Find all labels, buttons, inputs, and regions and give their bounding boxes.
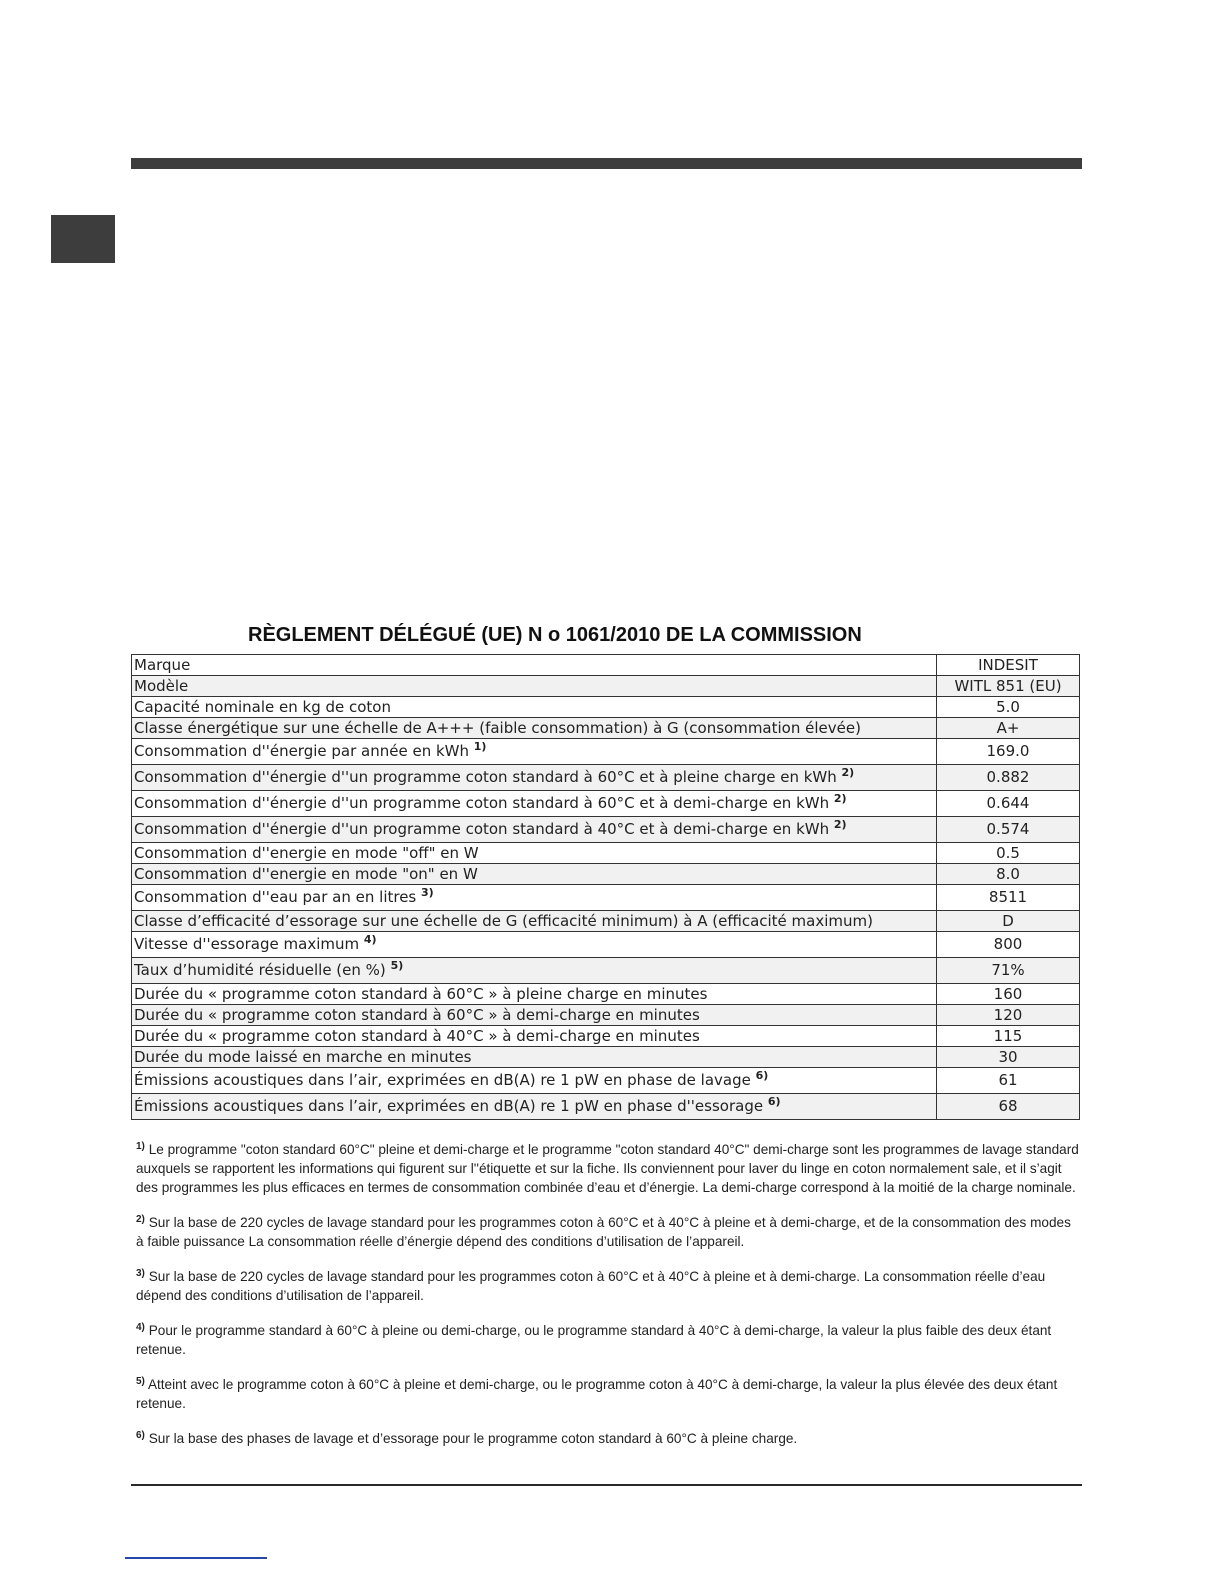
row-value: 8.0 [937,864,1080,885]
language-tab-marker [51,215,115,263]
row-label [132,1026,937,1047]
row-value: 800 [937,932,1080,958]
row-label-text: Consommation d''eau par an en litres [134,888,417,906]
row-label [132,958,937,984]
row-label-text: Consommation d''énergie d''un programme coton standard à 40°C et à demi-charge en kWh [134,820,830,838]
row-label-text: Durée du mode laissé en marche en minutes [134,1047,472,1066]
row-value: 30 [937,1047,1080,1068]
row-label [132,817,937,843]
row-label [132,864,937,885]
row-label [132,843,937,864]
footer-rule [131,1484,1082,1486]
footnote-ref: 6) [755,1069,769,1082]
row-label [132,1005,937,1026]
footnote-ref: 4) [363,933,377,946]
table-row [132,911,1080,932]
footnote-ref: 1) [473,740,487,753]
footnote-text: Sur la base de 220 cycles de lavage standard pour les programmes coton à 60°C et à 40°C à pleine et à demi-charge. La consommation réelle d’eau dépend des conditions d’utilisation de l’appareil. [136,1269,1046,1303]
footnote [136,1375,1081,1413]
table-row [132,1094,1080,1120]
footnote [136,1267,1081,1305]
row-value: 5.0 [937,697,1080,718]
table-row [132,1005,1080,1026]
footnote [136,1140,1081,1197]
footnote-ref: 5) [390,959,404,972]
footnote-ref: 2) [833,818,847,831]
row-label-text: Consommation d''énergie d''un programme coton standard à 60°C et à demi-charge en kWh [134,794,830,812]
row-label-text: Consommation d''energie en mode "on" en W [134,864,478,883]
table-row [132,885,1080,911]
footnotes [136,1140,1081,1464]
table-row [132,984,1080,1005]
row-label-text: Durée du « programme coton standard à 40°C » à demi-charge en minutes [134,1026,700,1045]
table-row [132,655,1080,676]
footnote [136,1321,1081,1359]
row-value: 0.644 [937,791,1080,817]
row-value: 120 [937,1005,1080,1026]
row-label-text: Marque [134,655,191,674]
row-value: 0.574 [937,817,1080,843]
row-label-text: Consommation d''énergie d''un programme coton standard à 60°C et à pleine charge en kWh [134,768,837,786]
row-label-text: Classe énergétique sur une échelle de A+++ (faible consommation) à G (consommation élevée) [134,718,861,737]
row-label [132,1047,937,1068]
table-row [132,932,1080,958]
row-label-text: Consommation d''énergie par année en kWh [134,742,469,760]
row-label [132,791,937,817]
table-row [132,1026,1080,1047]
footnote-text: Sur la base des phases de lavage et d’essorage pour le programme coton standard à 60°C à pleine charge. [148,1431,798,1446]
footnote-mark: 4) [136,1322,145,1333]
row-value: 71% [937,958,1080,984]
table-row [132,958,1080,984]
row-value: 61 [937,1068,1080,1094]
row-label-text: Classe d’efficacité d’essorage sur une échelle de G (efficacité minimum) à A (efficacité maximum) [134,911,873,930]
table-row [132,843,1080,864]
row-value: 169.0 [937,739,1080,765]
footnote-mark: 6) [136,1430,145,1441]
table-row [132,676,1080,697]
row-value: 0.882 [937,765,1080,791]
row-label [132,655,937,676]
table-row [132,739,1080,765]
row-label [132,765,937,791]
footnote-ref: 2) [833,792,847,805]
footnote-ref: 2) [841,766,855,779]
footnote-text: Le programme "coton standard 60°C" pleine et demi-charge et le programme "coton standard 40°C" demi-charge sont les programmes de lavage standard auxquels se rapportent les informations qui figurent sur l''étiquette et sur la fiche. Ils conviennent pour laver du linge en coton normalement sale, et il s’agit des programmes les plus efficaces en termes de consommation combinée d’eau et d’énergie. La demi-charge correspond à la moitié de la charge nominale. [136,1142,1079,1195]
table-row [132,765,1080,791]
row-label [132,676,937,697]
footnote-text: Atteint avec le programme coton à 60°C à pleine et demi-charge, ou le programme coton à 40°C à demi-charge, la valeur la plus élevée des deux étant retenue. [136,1377,1058,1411]
row-label [132,984,937,1005]
footnote-ref: 6) [767,1095,781,1108]
footnote-ref: 3) [421,886,434,899]
footnote-mark: 2) [136,1214,145,1225]
table-row [132,697,1080,718]
row-label [132,718,937,739]
row-label [132,697,937,718]
footnote-text: Sur la base de 220 cycles de lavage standard pour les programmes coton à 60°C et à 40°C à pleine et à demi-charge, et de la consommation des modes à faible puissance La consommation réelle d’énergie dépend des conditions d’utilisation de l’appareil. [136,1215,1071,1249]
row-value: 160 [937,984,1080,1005]
table-row [132,817,1080,843]
row-label [132,739,937,765]
row-label [132,885,937,911]
row-value: 0.5 [937,843,1080,864]
row-label-text: Capacité nominale en kg de coton [134,697,391,716]
row-label-text: Consommation d''energie en mode "off" en W [134,843,479,862]
regulation-title: RÈGLEMENT DÉLÉGUÉ (UE) N o 1061/2010 DE LA COMMISSION [248,624,862,646]
table-row [132,791,1080,817]
table-row [132,718,1080,739]
footnote-mark: 3) [136,1268,145,1279]
table-row [132,864,1080,885]
row-label-text: Émissions acoustiques dans l’air, exprimées en dB(A) re 1 pW en phase d''essorage [134,1097,764,1115]
row-label [132,932,937,958]
table-row [132,1068,1080,1094]
footnote [136,1213,1081,1251]
row-value: 68 [937,1094,1080,1120]
footnote-mark: 5) [136,1376,145,1387]
row-label-text: Durée du « programme coton standard à 60°C » à demi-charge en minutes [134,1005,700,1024]
row-value: D [937,911,1080,932]
row-value: A+ [937,718,1080,739]
row-label [132,1068,937,1094]
row-label-text: Taux d’humidité résiduelle (en %) [134,961,386,979]
row-label [132,911,937,932]
row-label-text: Vitesse d''essorage maximum [134,935,360,953]
footnote [136,1429,1081,1448]
product-fiche-table [131,654,1080,1120]
row-value: 115 [937,1026,1080,1047]
footnote-mark: 1) [136,1141,145,1152]
row-value: INDESIT [937,655,1080,676]
row-label-text: Émissions acoustiques dans l’air, exprimées en dB(A) re 1 pW en phase de lavage [134,1071,751,1089]
row-label-text: Durée du « programme coton standard à 60°C » à pleine charge en minutes [134,984,708,1003]
row-label [132,1094,937,1120]
table-row [132,1047,1080,1068]
footnote-text: Pour le programme standard à 60°C à pleine ou demi-charge, ou le programme standard à 40°C à demi-charge, la valeur la plus faible des deux étant retenue. [136,1323,1052,1357]
footer-accent-line [125,1557,267,1559]
row-label-text: Modèle [134,676,189,695]
header-rule [131,158,1082,169]
row-value: WITL 851 (EU) [937,676,1080,697]
row-value: 8511 [937,885,1080,911]
